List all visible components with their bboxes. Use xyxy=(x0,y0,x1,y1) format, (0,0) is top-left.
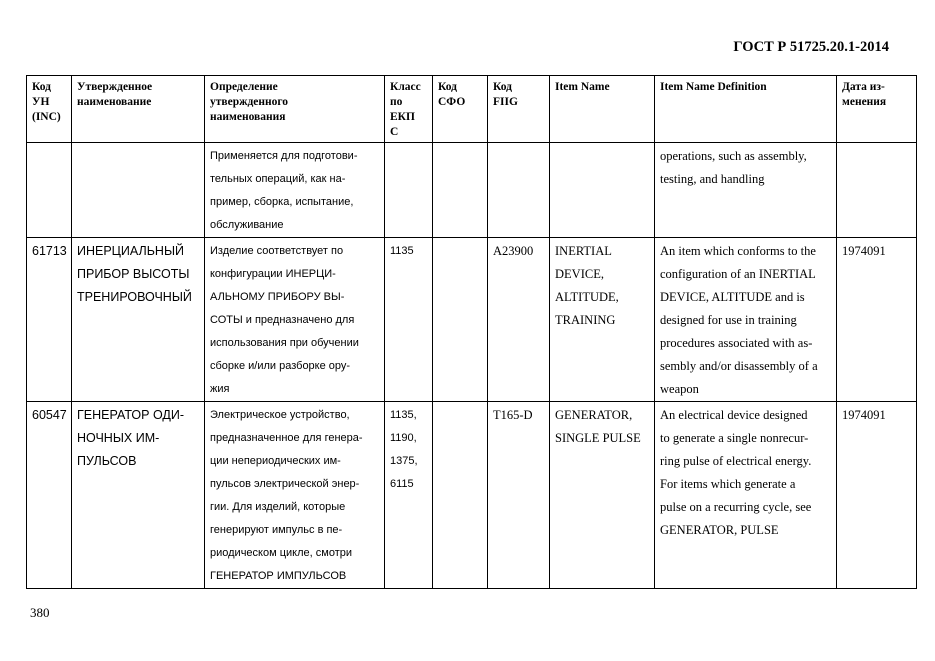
column-header-class xyxy=(385,76,433,143)
text-line: ЕКП xyxy=(390,111,415,123)
text-line: FIIG xyxy=(493,96,518,108)
text-line: INERTIAL xyxy=(555,244,612,258)
text-line: sembly and/or disassembly of a xyxy=(660,359,818,373)
text-line: конфигурации ИНЕРЦИ- xyxy=(210,268,336,280)
column-header-item-name-definition xyxy=(655,76,837,143)
cell-definition xyxy=(205,238,385,402)
cell-approved-name xyxy=(72,402,205,589)
column-header-approved-name xyxy=(72,76,205,143)
text-line: designed for use in training xyxy=(660,313,797,327)
cell-class xyxy=(385,402,433,589)
text-line: Дата из- xyxy=(842,81,885,93)
text-line: (INC) xyxy=(32,111,61,123)
text-line: наименования xyxy=(210,111,286,123)
cell-approved-name xyxy=(72,143,205,238)
text-line: ции непериодических им- xyxy=(210,455,341,467)
cell-item-definition xyxy=(655,402,837,589)
text-line: procedures associated with as- xyxy=(660,336,813,350)
cell-approved-name xyxy=(72,238,205,402)
text-line: ГЕНЕРАТОР ОДИ- xyxy=(77,408,185,422)
cell-change-date: 1974091 xyxy=(837,402,917,589)
text-line: ГЕНЕРАТОР ИМПУЛЬСОВ xyxy=(210,570,347,582)
standard-designation: ГОСТ Р 51725.20.1-2014 xyxy=(733,39,889,55)
text-line: использования при обучении xyxy=(210,337,359,349)
cell-change-date: 1974091 xyxy=(837,238,917,402)
cell-inc xyxy=(27,143,72,238)
text-line: риодическом цикле, смотри xyxy=(210,547,352,559)
text-line: Код xyxy=(438,81,458,93)
text-line: GENERATOR, xyxy=(555,408,633,422)
text-line: configuration of an INERTIAL xyxy=(660,267,816,281)
text-line: СФО xyxy=(438,96,466,108)
cell-inc: 61713 xyxy=(27,238,72,402)
cell-class xyxy=(385,143,433,238)
text-line: Утвержденное xyxy=(77,81,153,93)
text-line: GENERATOR, PULSE xyxy=(660,523,779,537)
text-line: TRAINING xyxy=(555,313,616,327)
cell-item-name xyxy=(550,402,655,589)
text-line: тельных операций, как на- xyxy=(210,173,346,185)
text-line: pulse on a recurring cycle, see xyxy=(660,500,812,514)
text-line: наименование xyxy=(77,96,152,108)
text-line: SINGLE PULSE xyxy=(555,431,641,445)
cell-sfo xyxy=(433,143,488,238)
text-line: НОЧНЫХ ИМ- xyxy=(77,431,160,445)
cell-fiig: T165-D xyxy=(488,402,550,589)
text-line: An electrical device designed xyxy=(660,408,808,422)
text-line: обслуживание xyxy=(210,219,284,231)
cell-item-name xyxy=(550,238,655,402)
text-line: For items which generate a xyxy=(660,477,796,491)
text-line: ИНЕРЦИАЛЬНЫЙ xyxy=(77,244,185,258)
table-row xyxy=(27,238,917,402)
cell-definition xyxy=(205,402,385,589)
text-line: An item which conforms to the xyxy=(660,244,816,258)
text-line: 1190, xyxy=(390,432,417,444)
column-header-item-name xyxy=(550,76,655,143)
text-line: weapon xyxy=(660,382,699,396)
text-line: УН xyxy=(32,96,50,108)
text-line: 1135, xyxy=(390,409,417,421)
text-line: утвержденного xyxy=(210,96,289,108)
table-row xyxy=(27,143,917,238)
page-number: 380 xyxy=(30,605,50,620)
cell-item-name xyxy=(550,143,655,238)
column-header-sfo xyxy=(433,76,488,143)
text-line: АЛЬНОМУ ПРИБОРУ ВЫ- xyxy=(210,291,345,303)
text-line: ALTITUDE, xyxy=(555,290,619,304)
cell-class xyxy=(385,238,433,402)
text-line: пульсов электрической энер- xyxy=(210,478,360,490)
text-line: Item Name Definition xyxy=(660,81,767,93)
cell-item-definition xyxy=(655,143,837,238)
text-line: Электрическое устройство, xyxy=(210,409,350,421)
cell-inc: 60547 xyxy=(27,402,72,589)
text-line: DEVICE, xyxy=(555,267,604,281)
text-line: гии. Для изделий, которые xyxy=(210,501,346,513)
text-line: DEVICE, ALTITUDE and is xyxy=(660,290,805,304)
text-line: 1375, xyxy=(390,455,418,467)
text-line: предназначенное для генера- xyxy=(210,432,363,444)
text-line: Применяется для подготови- xyxy=(210,150,358,162)
text-line: СОТЫ и предназначено для xyxy=(210,314,355,326)
text-line: to generate a single nonrecur- xyxy=(660,431,809,445)
column-header-inc xyxy=(27,76,72,143)
table-row xyxy=(27,402,917,589)
cell-fiig xyxy=(488,143,550,238)
text-line: С xyxy=(390,126,399,138)
text-line: генерируют импульс в пе- xyxy=(210,524,343,536)
table-header-row xyxy=(27,76,917,143)
text-line: ПРИБОР ВЫСОТЫ xyxy=(77,267,190,281)
text-line: Item Name xyxy=(555,81,610,93)
text-line: 6115 xyxy=(390,478,414,490)
text-line: 1135 xyxy=(390,245,414,257)
text-line: Класс xyxy=(390,81,421,93)
text-line: сборке и/или разборке ору- xyxy=(210,360,351,372)
cell-item-definition xyxy=(655,238,837,402)
cell-sfo xyxy=(433,402,488,589)
text-line: ТРЕНИРОВОЧНЫЙ xyxy=(77,290,192,304)
text-line: Код xyxy=(32,81,52,93)
column-header-change-date xyxy=(837,76,917,143)
text-line: testing, and handling xyxy=(660,172,765,186)
column-header-fiig xyxy=(488,76,550,143)
text-line: Изделие соответствует по xyxy=(210,245,344,257)
text-line: Определение xyxy=(210,81,278,93)
text-line: Код xyxy=(493,81,513,93)
text-line: operations, such as assembly, xyxy=(660,149,807,163)
text-line: пример, сборка, испытание, xyxy=(210,196,354,208)
column-header-definition xyxy=(205,76,385,143)
cell-definition xyxy=(205,143,385,238)
text-line: менения xyxy=(842,96,887,108)
text-line: ПУЛЬСОВ xyxy=(77,454,137,468)
cell-sfo xyxy=(433,238,488,402)
catalog-table xyxy=(26,75,917,589)
cell-change-date xyxy=(837,143,917,238)
text-line: по xyxy=(390,96,403,108)
text-line: ring pulse of electrical energy. xyxy=(660,454,812,468)
text-line: жия xyxy=(210,383,230,395)
cell-fiig: A23900 xyxy=(488,238,550,402)
